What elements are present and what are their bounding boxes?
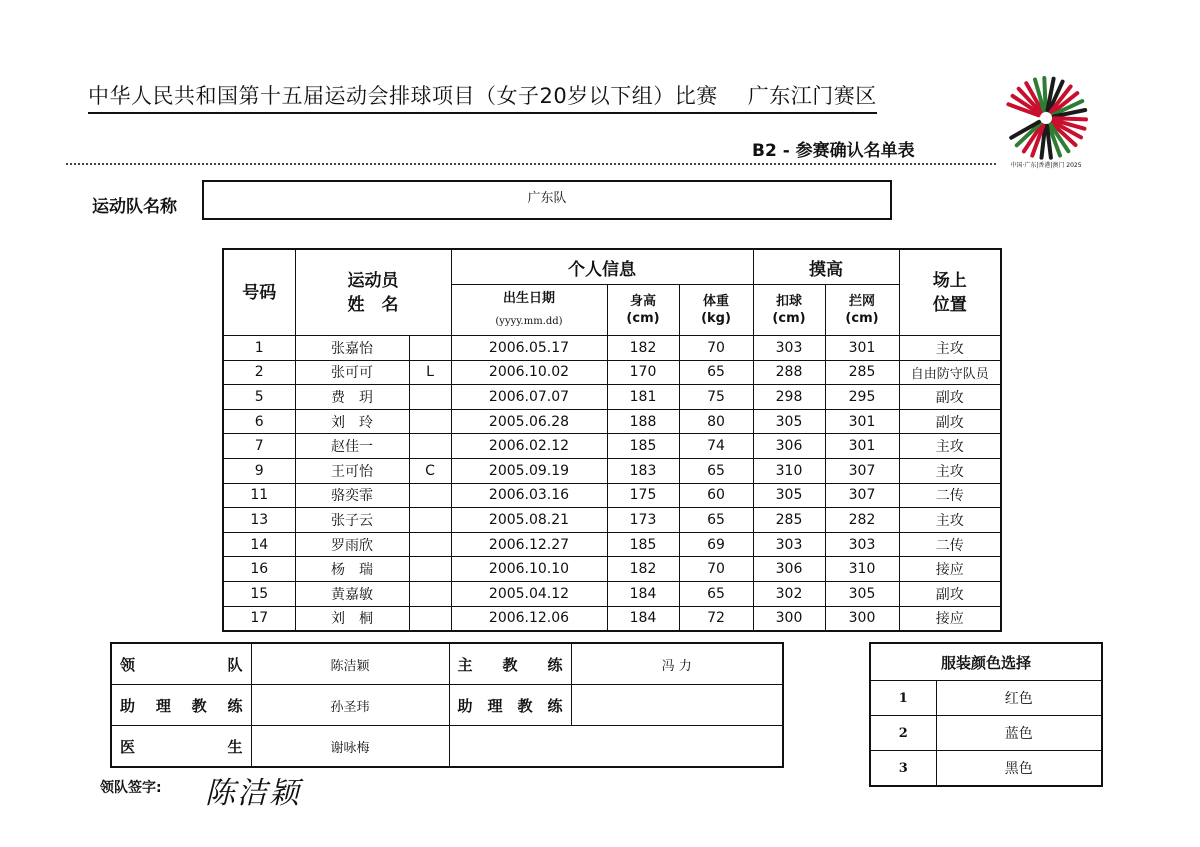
cell-role (409, 483, 451, 508)
cell-name: 黄嘉敏 (295, 581, 409, 606)
cell-dob: 2005.09.19 (451, 458, 607, 483)
form-title: B2 - 参赛确认名单表 (752, 141, 915, 161)
team-leader-label-char: 队 (227, 655, 243, 674)
cell-dob: 2006.07.07 (451, 385, 607, 410)
team-leader-label (111, 643, 251, 685)
doctor-label (111, 726, 251, 768)
cell-role (409, 336, 451, 361)
header-block-unit: (cm) (845, 311, 879, 326)
logo-petal (1054, 118, 1086, 119)
header-height-label: 身高 (629, 294, 656, 309)
head-coach-label (449, 643, 571, 685)
cell-spike: 303 (753, 336, 825, 361)
cell-position: 二传 (899, 532, 1001, 557)
header-weight-unit: (kg) (701, 311, 731, 326)
cell-role (409, 532, 451, 557)
color-option-value: 红色 (936, 681, 1102, 716)
header-athlete-line1: 运动员 (347, 270, 399, 291)
event-title: 中华人民共和国第十五届运动会排球项目（女子20岁以下组）比赛 (88, 84, 718, 108)
header-height (607, 285, 679, 336)
table-row (223, 557, 1001, 582)
header-spike (753, 285, 825, 336)
cell-dob: 2005.04.12 (451, 581, 607, 606)
cell-spike: 298 (753, 385, 825, 410)
cell-no: 17 (223, 606, 295, 631)
table-row (223, 606, 1001, 631)
cell-position: 副攻 (899, 581, 1001, 606)
cell-weight: 70 (679, 336, 753, 361)
header-dob-label: 出生日期 (502, 291, 555, 306)
cell-name: 赵佳一 (295, 434, 409, 459)
header-spike-label: 扣球 (775, 294, 802, 309)
cell-role (409, 508, 451, 533)
head-coach-value: 冯 力 (571, 643, 783, 685)
cell-weight: 72 (679, 606, 753, 631)
cell-weight: 65 (679, 508, 753, 533)
header-position-line1: 场上 (932, 270, 967, 291)
cell-spike: 302 (753, 581, 825, 606)
cell-role (409, 606, 451, 631)
cell-height: 175 (607, 483, 679, 508)
cell-no: 15 (223, 581, 295, 606)
header-athlete (295, 249, 451, 336)
team-name-field: 广东队 (202, 180, 892, 220)
cell-spike: 305 (753, 409, 825, 434)
cell-no: 7 (223, 434, 295, 459)
header-block (825, 285, 899, 336)
cell-role: C (409, 458, 451, 483)
table-row (223, 581, 1001, 606)
cell-role (409, 581, 451, 606)
table-row (223, 508, 1001, 533)
team-name-label: 运动队名称 (92, 197, 177, 217)
cell-name: 刘 桐 (295, 606, 409, 631)
table-row (223, 360, 1001, 385)
assistant-coach2-label-char: 练 (547, 696, 563, 715)
cell-height: 170 (607, 360, 679, 385)
assistant-coach-label (111, 685, 251, 726)
table-row (223, 532, 1001, 557)
cell-spike: 310 (753, 458, 825, 483)
page-title (88, 80, 877, 114)
head-coach-label-char: 练 (547, 655, 563, 674)
cell-block: 301 (825, 336, 899, 361)
cell-block: 305 (825, 581, 899, 606)
cell-no: 5 (223, 385, 295, 410)
cell-position: 副攻 (899, 409, 1001, 434)
cell-spike: 305 (753, 483, 825, 508)
signature-label: 领队签字: (100, 780, 162, 796)
cell-block: 301 (825, 434, 899, 459)
cell-no: 9 (223, 458, 295, 483)
cell-block: 303 (825, 532, 899, 557)
cell-no: 14 (223, 532, 295, 557)
cell-weight: 65 (679, 581, 753, 606)
doctor-value: 谢咏梅 (251, 726, 449, 768)
color-option-value: 黑色 (936, 751, 1102, 787)
cell-no: 1 (223, 336, 295, 361)
header-position-line2: 位置 (932, 294, 967, 315)
cell-dob: 2006.12.27 (451, 532, 607, 557)
cell-no: 13 (223, 508, 295, 533)
cell-position: 二传 (899, 483, 1001, 508)
doctor-label-char: 生 (227, 737, 243, 756)
assistant-coach2-label-text (458, 695, 563, 716)
header-reach: 摸高 (753, 249, 899, 285)
cell-role: L (409, 360, 451, 385)
region-title: 广东江门赛区 (747, 84, 877, 108)
doctor-label-text (120, 736, 243, 757)
team-leader-label-char: 领 (120, 655, 136, 674)
cell-height: 185 (607, 532, 679, 557)
cell-weight: 70 (679, 557, 753, 582)
cell-block: 301 (825, 409, 899, 434)
assistant-coach-label-text (120, 695, 243, 716)
uniform-color-table (869, 642, 1103, 787)
cell-name: 王可怡 (295, 458, 409, 483)
cell-block: 300 (825, 606, 899, 631)
cell-height: 188 (607, 409, 679, 434)
table-row (223, 458, 1001, 483)
cell-dob: 2006.05.17 (451, 336, 607, 361)
cell-dob: 2006.10.10 (451, 557, 607, 582)
header-position (899, 249, 1001, 336)
assistant-coach2-label-char: 教 (517, 696, 533, 715)
table-row (223, 336, 1001, 361)
header-weight-label: 体重 (702, 294, 729, 309)
header-number: 号码 (223, 249, 295, 336)
cell-position: 副攻 (899, 385, 1001, 410)
logo-caption: 中国·广东|香港|澳门 2025 (1010, 162, 1082, 169)
doctor-label-char: 医 (120, 737, 136, 756)
cell-dob: 2006.10.02 (451, 360, 607, 385)
table-row (223, 434, 1001, 459)
assistant-coach-label-char: 练 (227, 696, 243, 715)
cell-height: 183 (607, 458, 679, 483)
cell-weight: 74 (679, 434, 753, 459)
cell-position: 主攻 (899, 458, 1001, 483)
cell-weight: 75 (679, 385, 753, 410)
cell-no: 6 (223, 409, 295, 434)
head-coach-label-text (458, 654, 563, 675)
header-block-label: 拦网 (848, 294, 875, 309)
head-coach-label-char: 主 (457, 655, 473, 674)
cell-weight: 65 (679, 458, 753, 483)
cell-role (409, 385, 451, 410)
cell-position: 主攻 (899, 434, 1001, 459)
cell-block: 285 (825, 360, 899, 385)
cell-name: 张子云 (295, 508, 409, 533)
cell-height: 182 (607, 336, 679, 361)
color-option-number: 2 (870, 716, 936, 751)
color-option-number: 1 (870, 681, 936, 716)
header-dob (451, 285, 607, 336)
header-spike-unit: (cm) (772, 311, 806, 326)
cell-dob: 2006.03.16 (451, 483, 607, 508)
cell-dob: 2006.02.12 (451, 434, 607, 459)
cell-spike: 300 (753, 606, 825, 631)
cell-no: 11 (223, 483, 295, 508)
header-weight (679, 285, 753, 336)
cell-role (409, 557, 451, 582)
cell-role (409, 409, 451, 434)
assistant-coach2-label (449, 685, 571, 726)
cell-height: 182 (607, 557, 679, 582)
cell-position: 接应 (899, 557, 1001, 582)
assistant-coach-label-char: 助 (120, 696, 136, 715)
handwritten-signature: 陈洁颖 (205, 776, 301, 811)
cell-weight: 65 (679, 360, 753, 385)
cell-height: 181 (607, 385, 679, 410)
cell-dob: 2006.12.06 (451, 606, 607, 631)
cell-name: 罗雨欣 (295, 532, 409, 557)
cell-name: 骆奕霏 (295, 483, 409, 508)
empty-cell (449, 726, 783, 768)
cell-dob: 2005.08.21 (451, 508, 607, 533)
cell-name: 刘 玲 (295, 409, 409, 434)
assistant-coach-label-char: 教 (191, 696, 207, 715)
header-dob-format: (yyyy.mm.dd) (495, 316, 563, 327)
cell-height: 184 (607, 606, 679, 631)
cell-block: 307 (825, 483, 899, 508)
color-option-number: 3 (870, 751, 936, 787)
cell-block: 307 (825, 458, 899, 483)
assistant-coach-label-char: 理 (155, 696, 171, 715)
cell-no: 16 (223, 557, 295, 582)
cell-weight: 69 (679, 532, 753, 557)
cell-block: 295 (825, 385, 899, 410)
cell-name: 杨 瑞 (295, 557, 409, 582)
cell-spike: 285 (753, 508, 825, 533)
cell-spike: 306 (753, 557, 825, 582)
cell-height: 184 (607, 581, 679, 606)
cell-height: 185 (607, 434, 679, 459)
cell-dob: 2005.06.28 (451, 409, 607, 434)
cell-no: 2 (223, 360, 295, 385)
color-option-value: 蓝色 (936, 716, 1102, 751)
table-row (223, 409, 1001, 434)
team-leader-value: 陈洁颖 (251, 643, 449, 685)
staff-table (110, 642, 784, 768)
uniform-color-title: 服装颜色选择 (870, 643, 1102, 681)
table-row (223, 385, 1001, 410)
cell-position: 接应 (899, 606, 1001, 631)
assistant-coach2-label-char: 理 (487, 696, 503, 715)
table-row (223, 483, 1001, 508)
cell-position: 主攻 (899, 508, 1001, 533)
cell-block: 282 (825, 508, 899, 533)
assistant-coach2-value (571, 685, 783, 726)
assistant-coach2-label-char: 助 (457, 696, 473, 715)
cell-name: 张可可 (295, 360, 409, 385)
roster-table (222, 248, 1002, 632)
header-athlete-line2: 姓 名 (347, 294, 399, 315)
cell-name: 费 玥 (295, 385, 409, 410)
header-height-unit: (cm) (626, 311, 660, 326)
cell-spike: 288 (753, 360, 825, 385)
cell-block: 310 (825, 557, 899, 582)
cell-spike: 303 (753, 532, 825, 557)
cell-weight: 60 (679, 483, 753, 508)
head-coach-label-char: 教 (502, 655, 518, 674)
logo-petal (1044, 78, 1045, 110)
cell-weight: 80 (679, 409, 753, 434)
cell-position: 主攻 (899, 336, 1001, 361)
cell-spike: 306 (753, 434, 825, 459)
cell-name: 张嘉怡 (295, 336, 409, 361)
cell-role (409, 434, 451, 459)
dotted-divider (66, 163, 996, 165)
team-leader-label-text (120, 654, 243, 675)
header-personal-info: 个人信息 (451, 249, 753, 285)
cell-position: 自由防守队员 (899, 360, 1001, 385)
cell-height: 173 (607, 508, 679, 533)
assistant-coach-value: 孙圣玮 (251, 685, 449, 726)
